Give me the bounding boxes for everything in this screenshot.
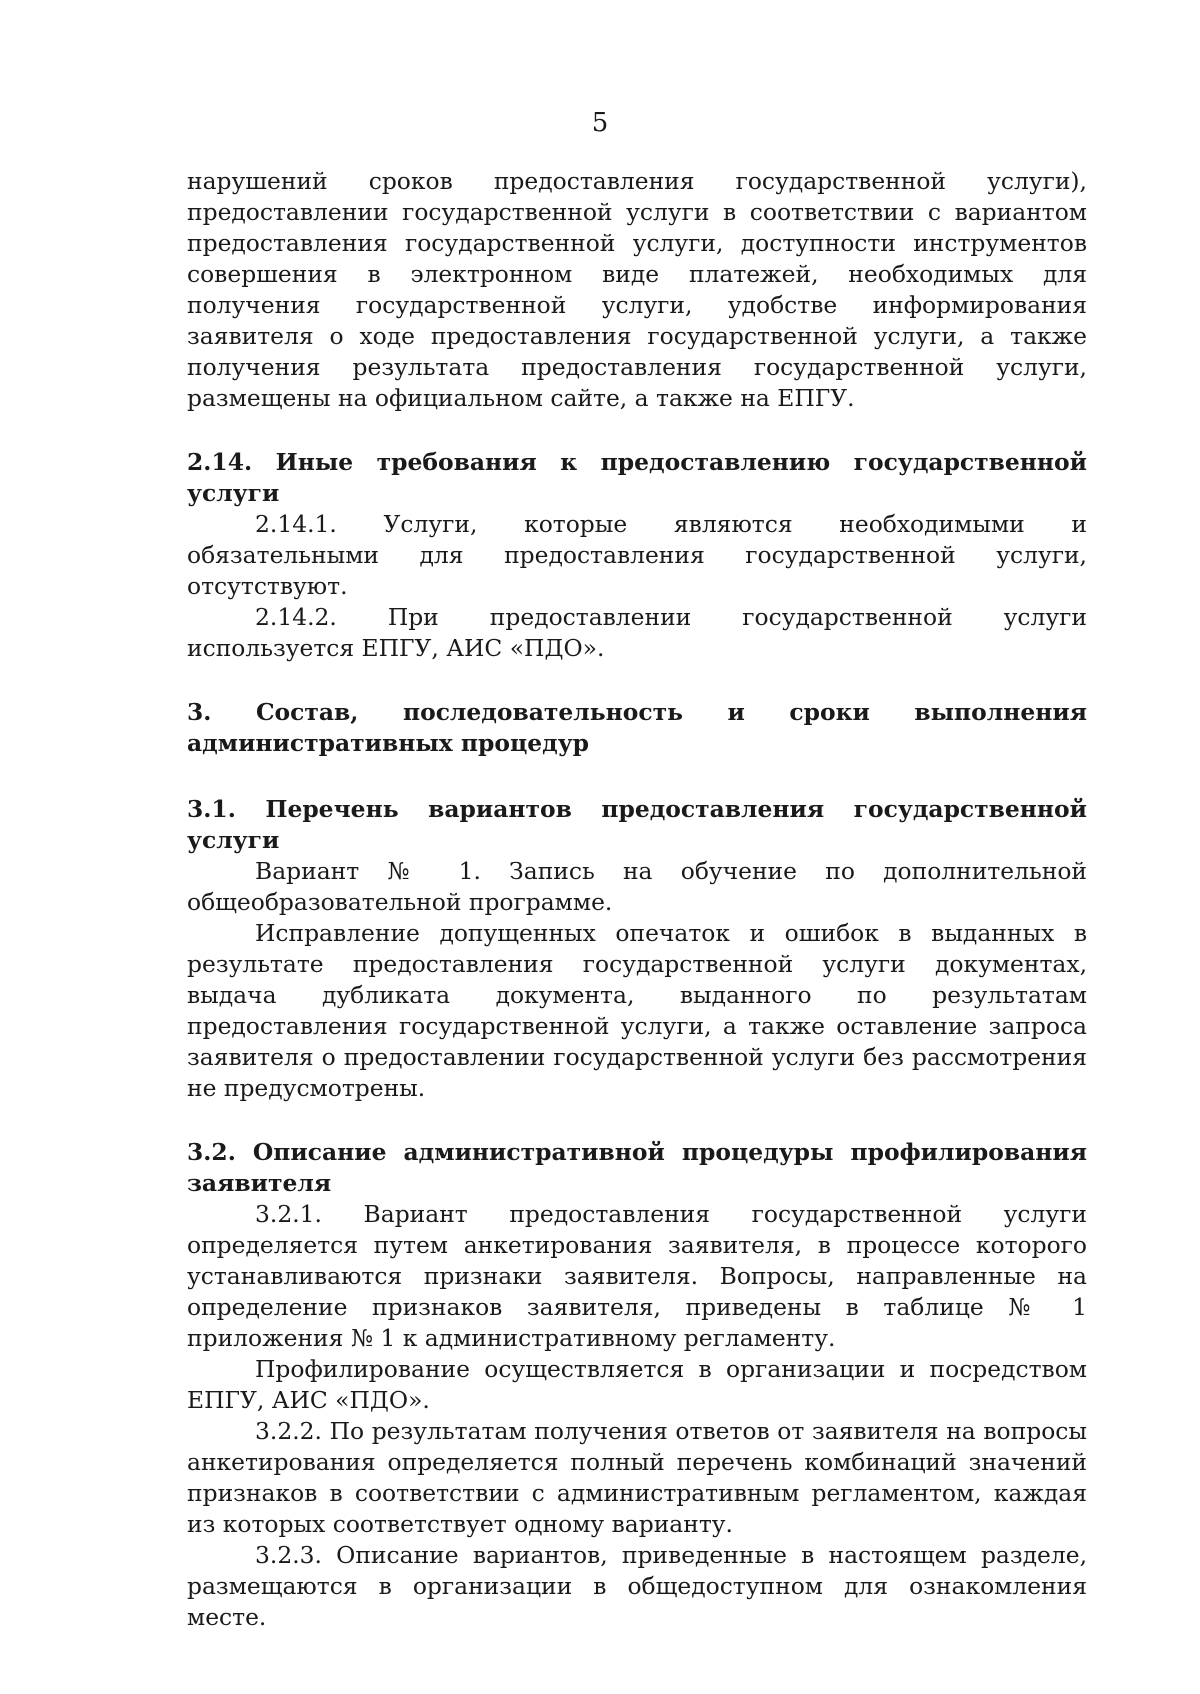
heading-3-1: 3.1. Перечень вариантов предоставления государственной услуги	[187, 795, 1087, 854]
paragraph-3-2-1: 3.2.1. Вариант предоставления государственной услуги определяется путем анкетирования заявителя, в процессе которого устанавливаются признаки заявителя. Вопросы, направленные на определение признаков заявителя, приведены в таблице № 1 приложения № 1 к административному регламенту.	[187, 1200, 1087, 1352]
paragraph-3-1-variant: Вариант № 1. Запись на обучение по дополнительной общеобразовательной программе.	[187, 857, 1087, 916]
intro-paragraph: нарушений сроков предоставления государственной услуги), предоставлении государственной услуги в соответствии с вариантом предоставления государственной услуги, доступности инструментов совершения в электронном виде платежей, необходимых для получения государственной услуги, удобстве информирования заявителя о ходе предоставления государственной услуги, а также получения результата предоставления государственной услуги, размещены на официальном сайте, а также на ЕПГУ.	[187, 167, 1087, 412]
paragraph-3-2-profiling: Профилирование осуществляется в организации и посредством ЕПГУ, АИС «ПДО».	[187, 1355, 1087, 1414]
paragraph-3-2-3: 3.2.3. Описание вариантов, приведенные в настоящем разделе, размещаются в организации в общедоступном для ознакомления месте.	[187, 1541, 1087, 1631]
heading-3: 3. Состав, последовательность и сроки выполнения административных процедур	[187, 698, 1087, 757]
heading-3-2: 3.2. Описание административной процедуры профилирования заявителя	[187, 1138, 1087, 1197]
document-body	[187, 166, 1087, 1633]
paragraph-2-14-2: 2.14.2. При предоставлении государственной услуги используется ЕПГУ, АИС «ПДО».	[187, 603, 1087, 662]
paragraph-3-2-2: 3.2.2. По результатам получения ответов от заявителя на вопросы анкетирования определяется полный перечень комбинаций значений признаков в соответствии с административным регламентом, каждая из которых соответствует одному варианту.	[187, 1417, 1087, 1538]
heading-2-14: 2.14. Иные требования к предоставлению государственной услуги	[187, 448, 1087, 507]
page-number: 5	[591, 108, 609, 138]
paragraph-2-14-1: 2.14.1. Услуги, которые являются необходимыми и обязательными для предоставления государственной услуги, отсутствуют.	[187, 510, 1087, 600]
paragraph-3-1-corrections: Исправление допущенных опечаток и ошибок в выданных в результате предоставления государственной услуги документах, выдача дубликата документа, выданного по результатам предоставления государственной услуги, а также оставление запроса заявителя о предоставлении государственной услуги без рассмотрения не предусмотрены.	[187, 919, 1087, 1102]
